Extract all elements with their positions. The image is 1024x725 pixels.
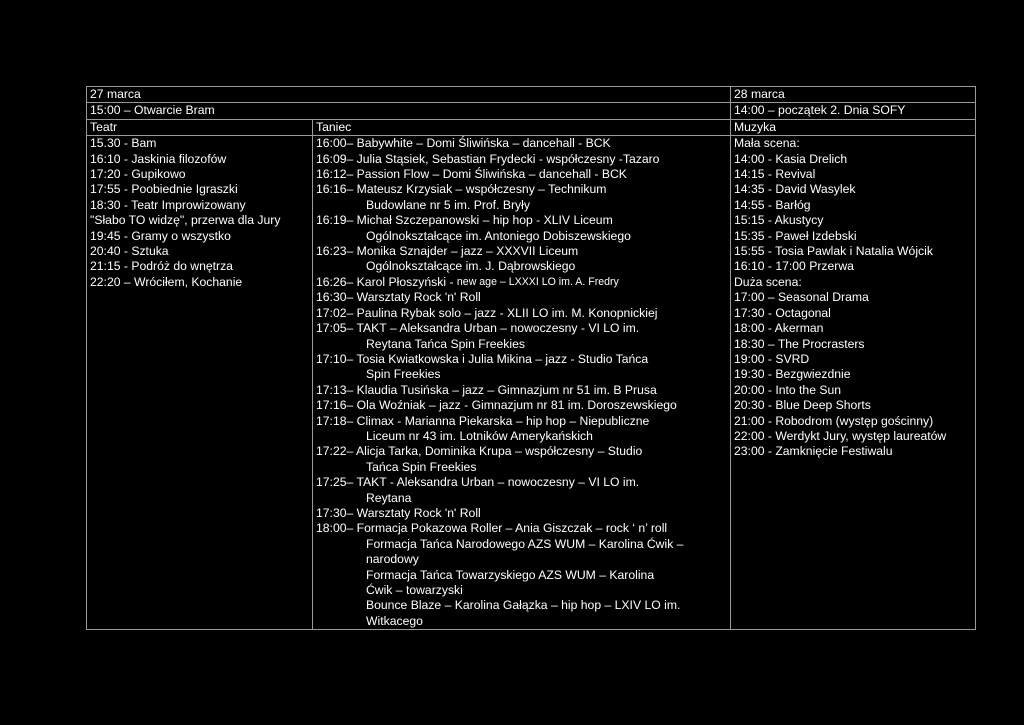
taniec-item xyxy=(316,167,727,182)
muzyka-item: Duża scena: xyxy=(734,274,802,289)
taniec-item xyxy=(316,506,727,521)
category-teatr: Teatr xyxy=(87,119,313,135)
taniec-item xyxy=(316,136,727,151)
teatr-list xyxy=(87,136,313,630)
taniec-text-small: new age – LXXXI LO im. A. Fredry xyxy=(456,275,619,288)
taniec-time: 16:26 xyxy=(316,274,347,289)
taniec-item xyxy=(316,152,727,167)
muzyka-item: 17:00 – Seasonal Drama xyxy=(734,290,869,305)
muzyka-item: 20:30 - Blue Deep Shorts xyxy=(734,398,871,413)
taniec-text-cont: Liceum nr 43 im. Lotników Amerykańskich xyxy=(366,428,593,443)
muzyka-item: 15:55 - Tosia Pawlak i Natalia Wójcik xyxy=(734,244,933,259)
taniec-text: – TAKT - Aleksandra Urban – nowoczesny – VI LO im. xyxy=(346,475,640,490)
muzyka-list xyxy=(731,136,976,630)
taniec-time: 16:00 xyxy=(316,136,347,151)
taniec-item xyxy=(316,398,727,413)
taniec-text: – Formacja Pokazowa Roller – Ania Giszczak – rock ‘ n’ roll xyxy=(346,521,668,536)
taniec-text-cont: Witkacego xyxy=(366,613,423,628)
category-taniec: Taniec xyxy=(313,119,731,135)
muzyka-item: 14:00 - Kasia Drelich xyxy=(734,151,848,166)
taniec-text-cont: Reytana Tańca Spin Freekies xyxy=(366,336,525,351)
muzyka-item: 21:00 - Robodrom (występ gościnny) xyxy=(734,413,934,428)
opening-day1: 15:00 – Otwarcie Bram xyxy=(87,103,731,119)
muzyka-item: 17:30 - Octagonal xyxy=(734,305,831,320)
taniec-time: 16:16 xyxy=(316,182,347,197)
teatr-item: 16:10 - Jaskinia filozofów xyxy=(90,151,227,166)
opening-row xyxy=(87,103,976,119)
category-muzyka: Muzyka xyxy=(731,119,976,135)
taniec-text-cont: Formacja Tańca Narodowego AZS WUM – Karolina Ćwik – xyxy=(366,536,684,551)
muzyka-item: 19:00 - SVRD xyxy=(734,351,810,366)
taniec-item xyxy=(316,352,727,383)
taniec-text: – Julia Stąsiek, Sebastian Frydecki - współczesny -Tazaro xyxy=(346,151,660,166)
teatr-item: 20:40 - Sztuka xyxy=(90,244,169,259)
taniec-item xyxy=(316,213,727,244)
muzyka-item: 15:35 - Paweł Izdebski xyxy=(734,228,857,243)
taniec-text: – Alicja Tarka, Dominika Krupa – współczesny – Studio xyxy=(346,444,643,459)
taniec-text: – Passion Flow – Domi Śliwińska – dancehall - BCK xyxy=(346,167,627,182)
day2-header: 28 marca xyxy=(731,87,976,103)
taniec-text-cont: Formacja Tańca Towarzyskiego AZS WUM – Karolina xyxy=(366,567,655,582)
taniec-item xyxy=(316,182,727,213)
teatr-item: 18:30 - Teatr Improwizowany xyxy=(90,197,246,212)
taniec-time: 17:10 xyxy=(316,351,347,366)
teatr-item: 17:55 - Poobiednie Igraszki xyxy=(90,182,238,197)
taniec-time: 17:13 xyxy=(316,382,347,397)
taniec-text-cont: Ogólnokształcące im. J. Dąbrowskiego xyxy=(366,259,576,274)
muzyka-item: 16:10 - 17:00 Przerwa xyxy=(734,259,854,274)
muzyka-item: Mała scena: xyxy=(734,136,800,151)
taniec-time: 16:09 xyxy=(316,151,347,166)
teatr-item: 21:15 - Podróż do wnętrza xyxy=(90,259,233,274)
muzyka-item: 23:00 - Zamknięcie Festiwalu xyxy=(734,444,893,459)
taniec-text-cont: Budowlane nr 5 im. Prof. Bryły xyxy=(366,197,530,212)
teatr-item: 17:20 - Gupikowo xyxy=(90,167,186,182)
taniec-item xyxy=(316,321,727,352)
days-row xyxy=(87,87,976,103)
muzyka-item: 20:00 - Into the Sun xyxy=(734,382,842,397)
muzyka-item: 15:15 - Akustycy xyxy=(734,213,824,228)
teatr-item: 15.30 - Bam xyxy=(90,136,157,151)
muzyka-item: 22:00 - Werdykt Jury, występ laureatów xyxy=(734,428,947,443)
taniec-text-cont: Ogólnokształcące im. Antoniego Dobiszewskiego xyxy=(366,228,631,243)
muzyka-item: 14:35 - David Wasylek xyxy=(734,182,856,197)
taniec-time: 18:00 xyxy=(316,521,347,536)
taniec-item xyxy=(316,383,727,398)
taniec-time: 17:02 xyxy=(316,305,347,320)
taniec-text: – TAKT – Aleksandra Urban – nowoczesny - VI LO im. xyxy=(346,321,640,336)
taniec-list xyxy=(313,136,731,630)
taniec-item xyxy=(316,414,727,445)
taniec-text: – Climax - Marianna Piekarska – hip hop – Niepubliczne xyxy=(346,413,650,428)
taniec-item xyxy=(316,444,727,475)
taniec-item xyxy=(316,275,727,290)
taniec-text: – Monika Sznajder – jazz – XXXVII Liceum xyxy=(346,244,579,259)
taniec-text: – Warsztaty Rock 'n' Roll xyxy=(346,505,481,520)
muzyka-item: 19:30 - Bezgwiezdnie xyxy=(734,367,851,382)
taniec-time: 17:18 xyxy=(316,413,347,428)
taniec-item xyxy=(316,244,727,275)
taniec-time: 17:22 xyxy=(316,444,347,459)
taniec-text: – Karol Płoszyński - xyxy=(346,274,457,289)
taniec-text: – Tosia Kwiatkowska i Julia Mikina – jazz - Studio Tańca xyxy=(346,351,649,366)
day1-header: 27 marca xyxy=(87,87,731,103)
taniec-text-cont: Reytana xyxy=(366,490,412,505)
categories-row xyxy=(87,119,976,135)
taniec-time: 17:16 xyxy=(316,398,347,413)
taniec-item xyxy=(316,290,727,305)
teatr-item: 19:45 - Gramy o wszystko xyxy=(90,228,231,243)
taniec-time: 16:30 xyxy=(316,290,347,305)
taniec-text: – Klaudia Tusińska – jazz – Gimnazjum nr 51 im. B Prusa xyxy=(346,382,657,397)
teatr-item: "Słabo TO widzę", przerwa dla Jury xyxy=(90,213,281,228)
taniec-text-cont: Ćwik – towarzyski xyxy=(366,583,463,597)
taniec-item xyxy=(316,521,727,629)
taniec-text: – Warsztaty Rock 'n' Roll xyxy=(346,290,481,305)
taniec-text-cont: Spin Freekies xyxy=(366,367,441,382)
taniec-text: – Mateusz Krzysiak – współczesny – Technikum xyxy=(346,182,607,197)
opening-day2: 14:00 – początek 2. Dnia SOFY xyxy=(731,103,976,119)
schedule-table xyxy=(86,86,976,630)
muzyka-item: 14:15 - Revival xyxy=(734,167,816,182)
taniec-time: 17:25 xyxy=(316,475,347,490)
muzyka-item: 18:00 - Akerman xyxy=(734,321,824,336)
muzyka-item: 14:55 - Barłóg xyxy=(734,197,811,212)
taniec-item xyxy=(316,306,727,321)
teatr-item: 22:20 – Wróciłem, Kochanie xyxy=(90,274,243,289)
taniec-time: 17:05 xyxy=(316,321,347,336)
taniec-text-cont: Tańca Spin Freekies xyxy=(366,459,477,474)
taniec-time: 17:30 xyxy=(316,505,347,520)
taniec-text: – Babywhite – Domi Śliwińska – dancehall - BCK xyxy=(346,136,611,151)
taniec-item xyxy=(316,475,727,506)
taniec-text: – Michał Szczepanowski – hip hop - XLIV Liceum xyxy=(346,213,613,228)
muzyka-item: 18:30 – The Procrasters xyxy=(734,336,865,351)
taniec-time: 16:19 xyxy=(316,213,347,228)
taniec-time: 16:12 xyxy=(316,167,347,182)
content-row xyxy=(87,136,976,630)
taniec-text: – Paulina Rybak solo – jazz - XLII LO im. M. Konopnickiej xyxy=(346,305,658,320)
taniec-text-cont: Bounce Blaze – Karolina Gałązka – hip hop – LXIV LO im. xyxy=(366,598,681,613)
taniec-text-cont: narodowy xyxy=(366,552,419,567)
taniec-text: – Ola Woźniak – jazz - Gimnazjum nr 81 im. Doroszewskiego xyxy=(346,398,677,413)
taniec-time: 16:23 xyxy=(316,244,347,259)
